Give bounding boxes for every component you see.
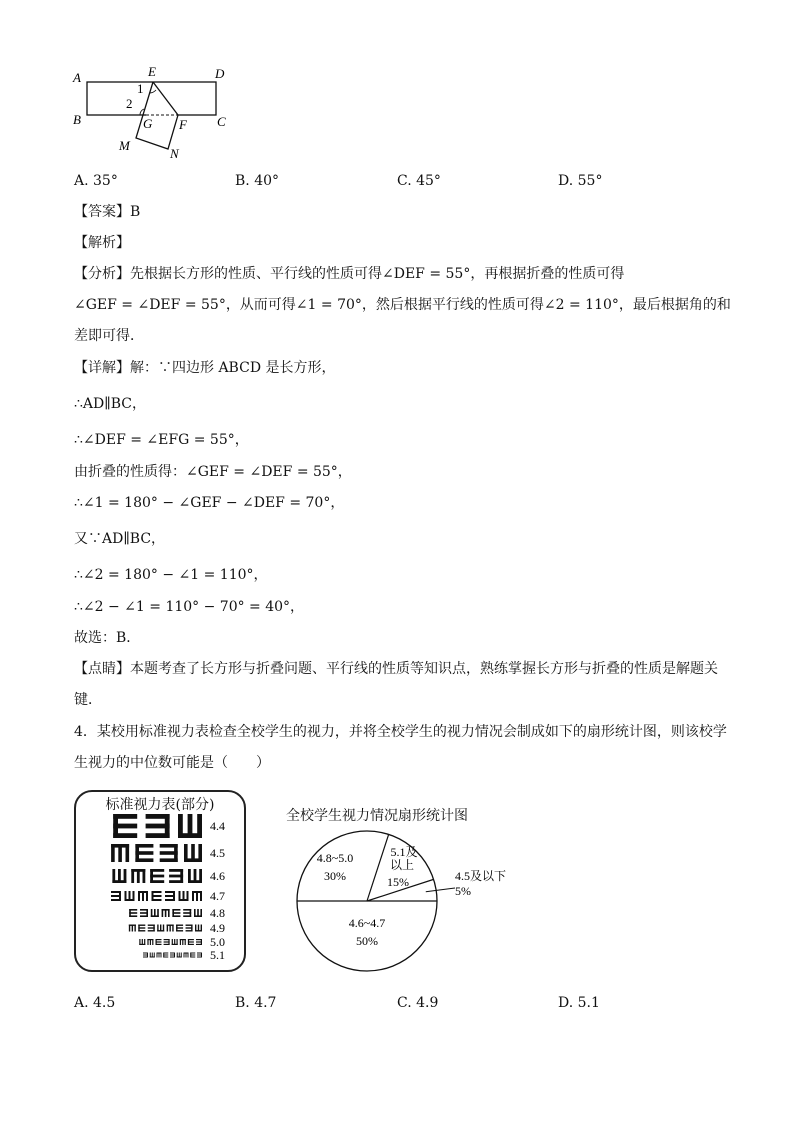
optotype-e-icon [178,814,202,838]
solution-line-2: ∠GEF = ∠DEF = 55°，从而可得∠1 = 70°，然后根据平行线的性质可得∠2 = 110°，最后根据角的和 [74,297,731,313]
solution-line-13: 【点睛】本题考查了长方形与折叠问题、平行线的性质等知识点，熟练掌握长方形与折叠的性质是解题关 [74,661,718,677]
label-g: G [143,116,153,131]
optotype-e-icon [172,909,180,917]
optotype-e-icon [125,891,135,901]
pie-value-5-1: 15% [387,875,409,889]
q4-line-2: 生视力的中位数可能是（ ） [74,755,270,771]
solution-line-6: ∴∠DEF = ∠EFG = 55°， [74,432,249,448]
eye-chart-value: 4.7 [210,889,225,903]
eye-chart-row-1 [113,814,225,838]
q3-option-c[interactable]: C. 45° [397,173,441,189]
eye-chart-value: 4.4 [210,819,225,833]
optotype-e-icon [165,891,175,901]
optotype-e-icon [156,939,162,945]
eye-chart-row-8 [143,948,225,962]
rectangle-fold-figure [60,60,250,170]
optotype-e-icon [183,909,191,917]
optotype-e-icon [188,869,202,883]
eye-chart-title: 标准视力表(部分) [105,797,215,813]
eye-chart-glyphs [76,792,244,970]
optotype-e-icon [184,844,202,862]
optotype-e-icon [186,925,193,932]
optotype-e-icon [162,909,170,917]
eye-chart-row-7 [139,935,225,949]
optotype-e-icon [112,869,126,883]
optotype-e-icon [188,939,194,945]
pie-value-4-8-5-0: 30% [324,869,346,883]
solution-line-11: ∴∠2 − ∠1 = 110° − 70° = 40°， [74,599,305,615]
optotype-e-icon [179,891,189,901]
solution-line-14: 键． [74,692,102,708]
optotype-e-icon [194,909,202,917]
optotype-e-icon [164,939,170,945]
optotype-e-icon [163,953,168,958]
label-angle-1: 1 [137,81,144,96]
analysis-tag: 【解析】 [74,235,130,251]
optotype-e-icon [172,939,178,945]
answer-line [74,202,140,222]
answer-tag: 【答案】 [74,204,130,220]
optotype-e-icon [184,953,189,958]
q4-option-d[interactable]: D. 5.1 [558,995,600,1011]
eye-chart-row-5 [129,906,225,920]
optotype-e-icon [129,909,137,917]
optotype-e-icon [190,953,195,958]
optotype-e-icon [147,939,153,945]
pie-chart [280,826,520,976]
pie-label-4-6-4-7: 4.6~4.7 [348,916,386,930]
pie-label-5-1-a: 5.1及 [390,845,418,859]
eye-chart-value: 4.6 [210,869,225,883]
optotype-e-icon [151,909,159,917]
q3-option-b[interactable]: B. 40° [235,173,280,189]
label-m: M [119,138,130,153]
label-e: E [148,64,156,79]
optotype-e-icon [143,953,148,958]
eye-chart-value: 4.5 [210,846,225,860]
pie-label-5-1-b: 以上 [389,858,415,872]
optotype-e-icon [129,925,136,932]
q3-option-d[interactable]: D. 55° [558,173,603,189]
optotype-e-icon [150,869,164,883]
solution-line-12: 故选：B． [74,630,141,646]
eye-chart-value: 4.9 [210,921,225,935]
pie-chart-title: 全校学生视力情况扇形统计图 [286,808,468,824]
optotype-e-icon [113,814,137,838]
eye-chart-value: 4.8 [210,906,225,920]
optotype-e-icon [157,953,162,958]
optotype-e-icon [139,939,145,945]
answer-value: B [130,204,141,220]
optotype-e-icon [160,844,178,862]
label-b: B [73,112,81,127]
optotype-e-icon [176,925,183,932]
pie-label-4-5: 4.5及以下 [455,869,507,883]
q3-option-a[interactable]: A. 35° [74,173,118,189]
q4-option-b[interactable]: B. 4.7 [235,995,277,1011]
optotype-e-icon [170,953,175,958]
pie-value-4-5: 5% [455,884,471,898]
optotype-e-icon [167,925,174,932]
optotype-e-icon [180,939,186,945]
label-n: N [170,146,179,161]
label-angle-2: 2 [126,96,133,111]
optotype-e-icon [192,891,202,901]
optotype-e-icon [138,925,145,932]
label-c: C [217,114,226,129]
optotype-e-icon [146,814,170,838]
q4-line-1: 4．某校用标准视力表检查全校学生的视力，并将全校学生的视力情况会制成如下的扇形统计图，则该校学 [74,724,727,740]
optotype-e-icon [157,925,164,932]
optotype-e-icon [177,953,182,958]
pie-label-4-8-5-0: 4.8~5.0 [316,851,354,865]
eye-chart-row-2 [111,844,225,862]
pie-value-4-6-4-7: 50% [356,934,378,948]
optotype-e-icon [197,953,202,958]
solution-line-3: 差即可得． [74,328,144,344]
eye-chart-row-4 [111,889,225,903]
solution-line-5: ∴AD∥BC， [74,396,146,412]
solution-line-9: 又∵AD∥BC， [74,531,166,547]
optotype-e-icon [111,844,129,862]
optotype-e-icon [140,909,148,917]
optotype-e-icon [135,844,153,862]
q4-option-c[interactable]: C. 4.9 [397,995,439,1011]
solution-line-1: 【分析】先根据长方形的性质、平行线的性质可得∠DEF = 55°，再根据折叠的性质可得 [74,266,625,282]
eye-chart-value: 5.1 [210,948,225,962]
fold-line-ef [153,82,178,115]
q4-option-a[interactable]: A. 4.5 [74,995,116,1011]
label-f: F [179,117,187,132]
optotype-e-icon [111,891,121,901]
optotype-e-icon [152,891,162,901]
label-a: A [73,70,81,85]
optotype-e-icon [148,925,155,932]
optotype-e-icon [131,869,145,883]
label-d: D [215,66,225,81]
eye-chart-box [74,790,246,972]
solution-line-4: 【详解】解：∵四边形 ABCD 是长方形， [74,360,336,376]
eye-chart-row-6 [129,921,225,935]
optotype-e-icon [138,891,148,901]
optotype-e-icon [195,925,202,932]
eye-chart-value: 5.0 [210,935,225,949]
solution-line-8: ∴∠1 = 180° − ∠GEF − ∠DEF = 70°， [74,495,345,511]
optotype-e-icon [150,953,155,958]
solution-line-7: 由折叠的性质得：∠GEF = ∠DEF = 55°， [74,464,352,480]
optotype-e-icon [196,939,202,945]
optotype-e-icon [169,869,183,883]
solution-line-10: ∴∠2 = 180° − ∠1 = 110°， [74,567,268,583]
eye-chart-row-3 [112,869,225,883]
